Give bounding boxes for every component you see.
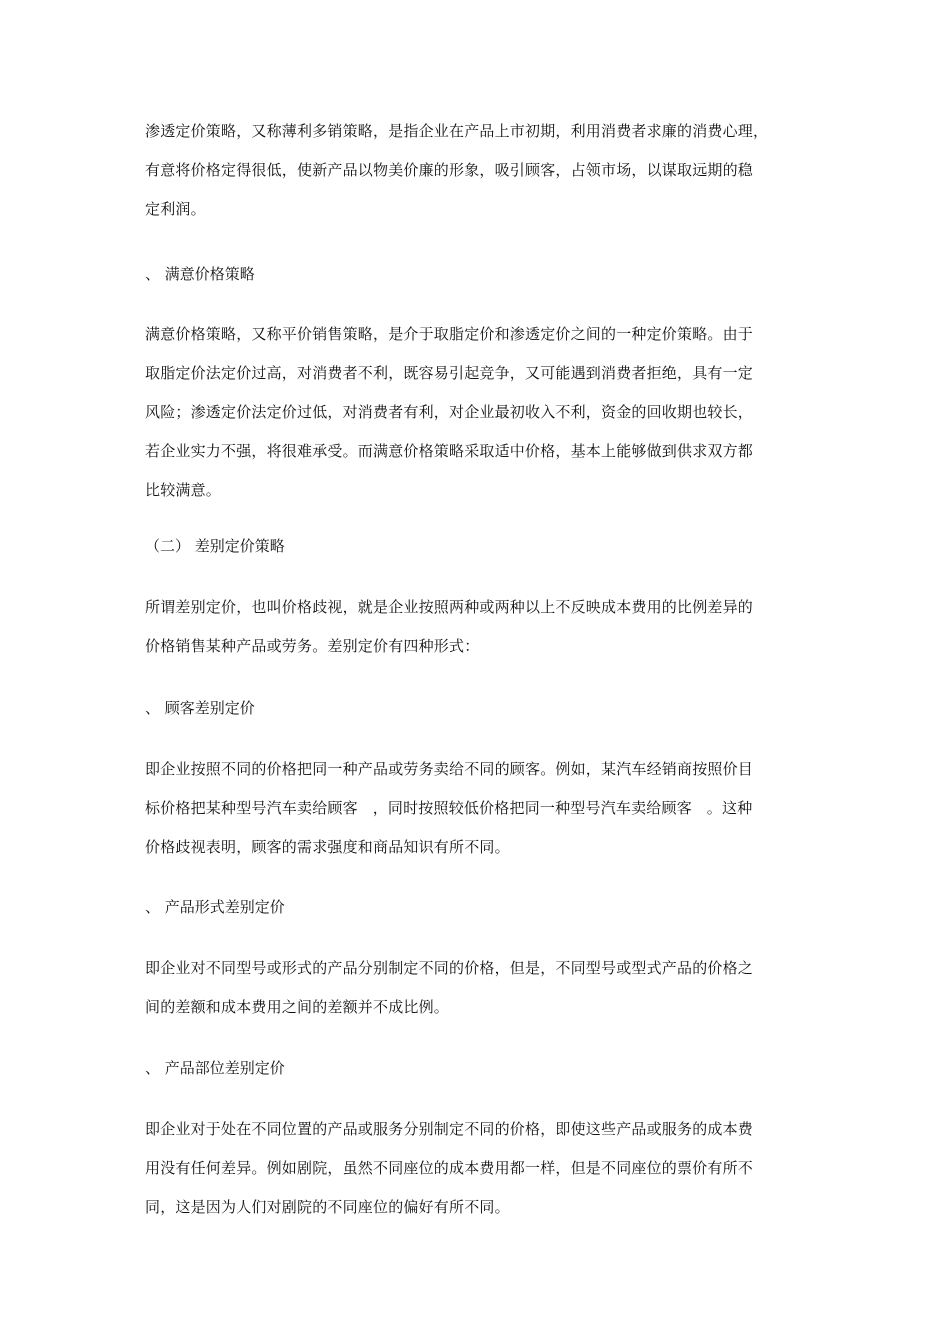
heading-product-location-differential: 、 产品部位差别定价 (145, 1059, 285, 1077)
text-line: 用没有任何差异。例如剧院，虽然不同座位的成本费用都一样，但是不同座位的票价有所不 (145, 1159, 754, 1177)
text-line: 风险；渗透定价法定价过低，对消费者有利，对企业最初收入不利，资金的回收期也较长， (145, 403, 754, 421)
text-line: 标价格把某种型号汽车卖给顾客 ，同时按照较低价格把同一种型号汽车卖给顾客 。这种 (145, 799, 753, 817)
text-line: 比较满意。 (145, 481, 222, 499)
text-line: 价格歧视表明，顾客的需求强度和商品知识有所不同。 (145, 838, 510, 856)
text-line: 定利润。 (145, 200, 206, 218)
text-line: 有意将价格定得很低，使新产品以物美价廉的形象，吸引顾客，占领市场，以谋取远期的稳 (145, 161, 754, 179)
text-line: 所谓差别定价，也叫价格歧视，就是企业按照两种或两种以上不反映成本费用的比例差异的 (145, 598, 754, 616)
heading-product-form-differential: 、 产品形式差别定价 (145, 898, 285, 916)
paragraph-customer-differential (145, 750, 810, 867)
heading-satisfactory-price: 、 满意价格策略 (145, 265, 255, 283)
text-line: 渗透定价策略，又称薄利多销策略，是指企业在产品上市初期，利用消费者求廉的消费心理， (145, 122, 769, 140)
text-line: 满意价格策略，又称平价销售策略，是介于取脂定价和渗透定价之间的一种定价策略。由于 (145, 325, 754, 343)
text-line: 若企业实力不强，将很难承受。而满意价格策略采取适中价格，基本上能够做到供求双方都 (145, 442, 754, 460)
text-line: 即企业按照不同的价格把同一种产品或劳务卖给不同的顾客。例如，某汽车经销商按照价目 (145, 760, 754, 778)
text-line: 同，这是因为人们对剧院的不同座位的偏好有所不同。 (145, 1198, 510, 1216)
paragraph-product-form-differential (145, 949, 810, 1027)
text-line: 即企业对不同型号或形式的产品分别制定不同的价格，但是，不同型号或型式产品的价格之 (145, 959, 754, 977)
text-line: 取脂定价法定价过高，对消费者不利，既容易引起竞争，又可能遇到消费者拒绝，具有一定 (145, 364, 754, 382)
paragraph-differential-pricing (145, 588, 810, 666)
text-line: 即企业对于处在不同位置的产品或服务分别制定不同的价格，即使这些产品或服务的成本费 (145, 1120, 754, 1138)
heading-customer-differential: 、 顾客差别定价 (145, 699, 255, 717)
heading-differential-pricing: （二） 差别定价策略 (145, 537, 285, 555)
paragraph-satisfactory-price (145, 315, 810, 510)
text-line: 间的差额和成本费用之间的差额并不成比例。 (145, 998, 450, 1016)
paragraph-product-location-differential (145, 1110, 810, 1227)
paragraph-penetration-pricing (145, 112, 810, 229)
text-line: 价格销售某种产品或劳务。差别定价有四种形式： (145, 637, 480, 655)
